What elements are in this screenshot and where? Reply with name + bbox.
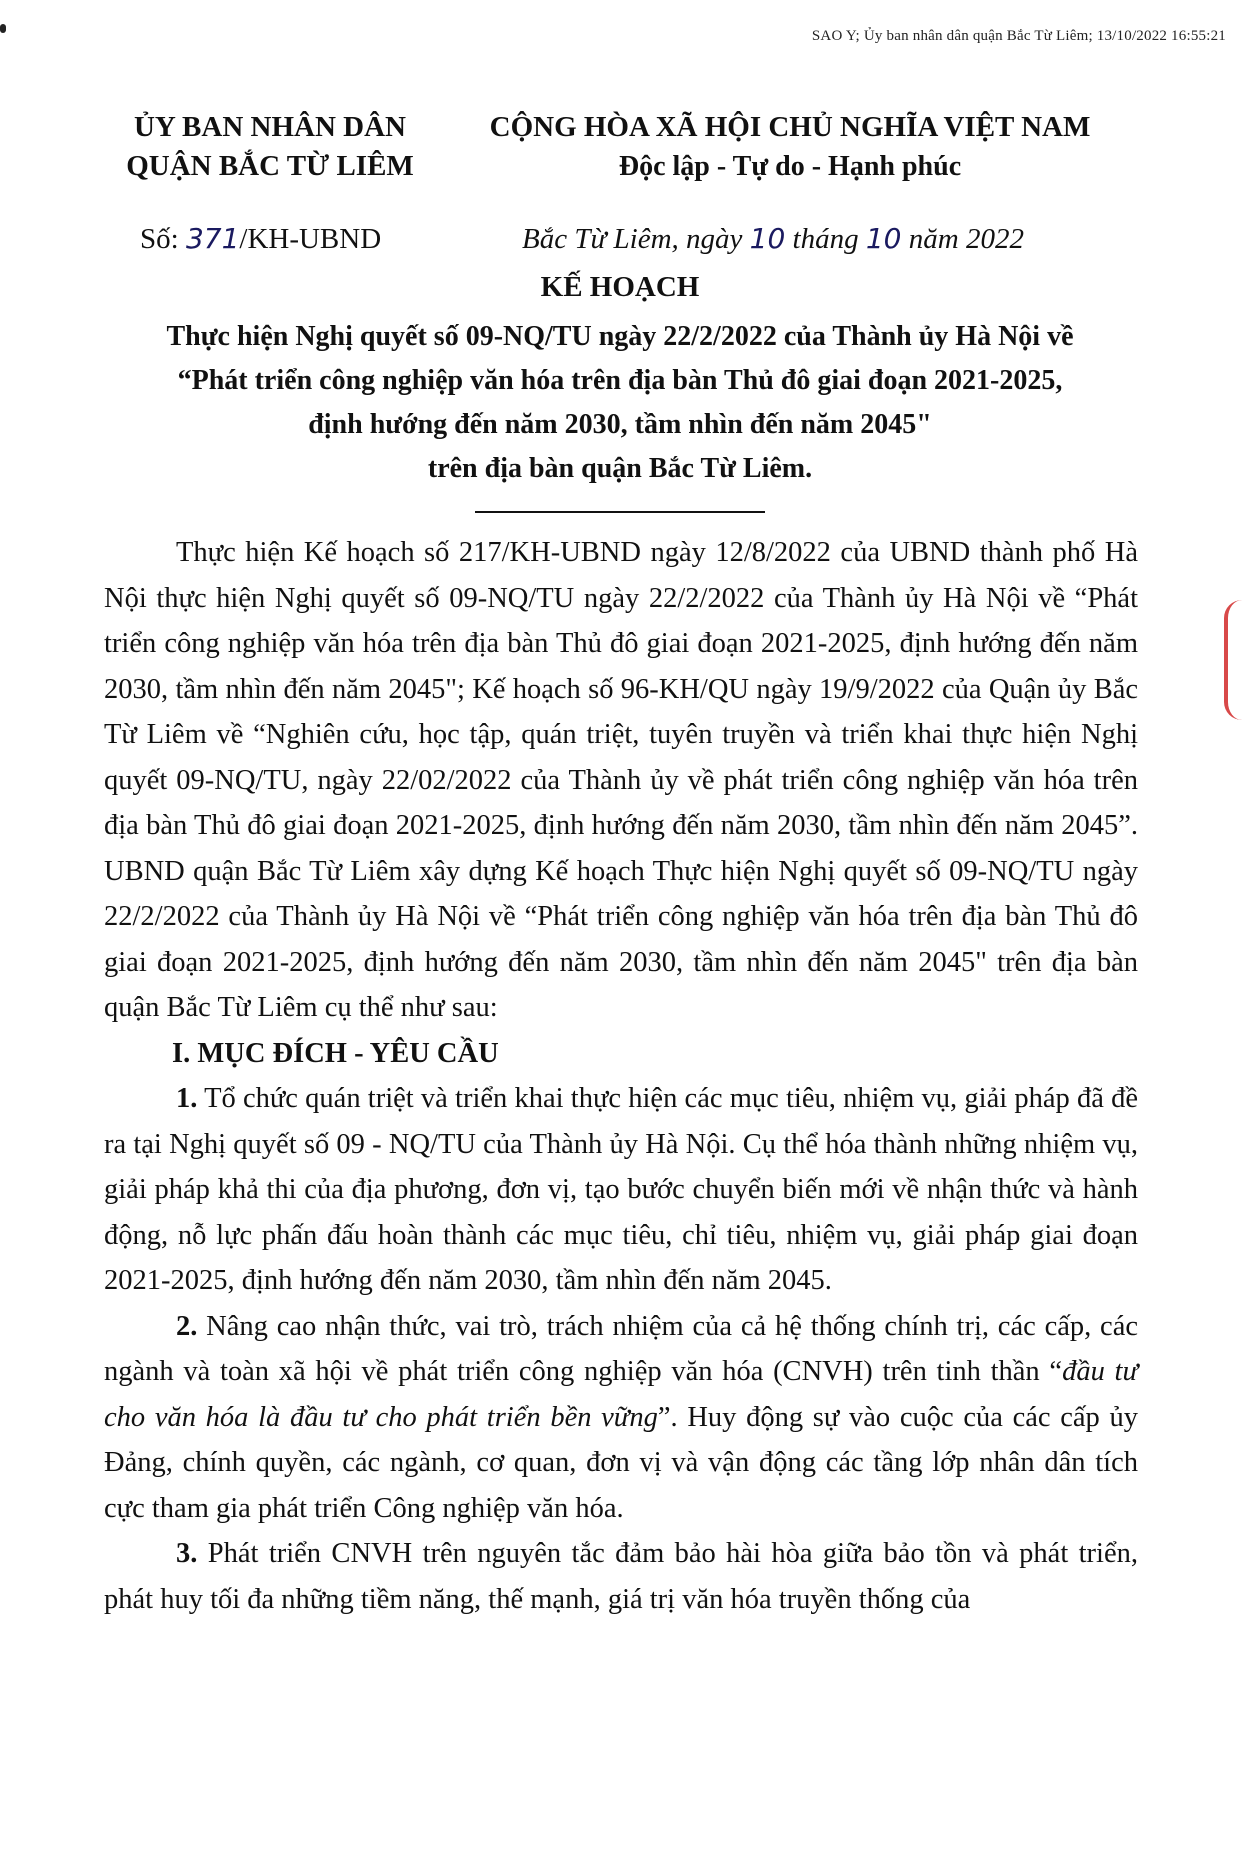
intro-paragraph: Thực hiện Kế hoạch số 217/KH-UBND ngày 12/8/2022 của UBND thành phố Hà Nội thực hiện Nghị quyết số 09-NQ/TU ngày 22/2/2022 của Thành ủy Hà Nội về “Phát triển công nghiệp văn hóa trên địa bàn Thủ đô giai đoạn 2021-2025, định hướng đến năm 2030, tầm nhìn đến năm 2045"; Kế hoạch số 96-KH/QU ngày 19/9/2022 của Quận ủy Bắc Từ Liêm về “Nghiên cứu, học tập, quán triệt, tuyên truyền và triển khai thực hiện Nghị quyết 09-NQ/TU, ngày 22/02/2022 của Thành ủy về phát triển công nghiệp văn hóa trên địa bàn Thủ đô giai đoạn 2021-2025, định hướng đến năm 2030, tầm nhìn đến năm 2045”. UBND quận Bắc Từ Liêm xây dựng Kế hoạch Thực hiện Nghị quyết số 09-NQ/TU ngày 22/2/2022 của Thành ủy Hà Nội về “Phát triển công nghiệp văn hóa trên địa bàn Thủ đô giai đoạn 2021-2025, định hướng đến năm 2030, tầm nhìn đến năm 2045" trên địa bàn quận Bắc Từ Liêm cụ thể như sau: [104, 537, 1138, 1023]
item-3-number: 3. [176, 1538, 198, 1569]
title-line-4: trên địa bàn quận Bắc Từ Liêm. [427, 453, 813, 484]
item-3 [104, 1531, 1138, 1622]
item-1-number: 1. [176, 1083, 198, 1114]
date-place: Bắc Từ Liêm, ngày [522, 223, 750, 255]
item-2-text-after: ”. Huy động sự vào cuộc của các cấp ủy Đảng, chính quyền, các ngành, cơ quan, đơn vị và vận động các tầng lớp nhân dân tích cực tham gia phát triển Công nghiệp văn hóa. [104, 1401, 1138, 1524]
section-heading: I. MỤC ĐÍCH - YÊU CẦU [172, 1037, 499, 1069]
doc-number-prefix: Số: [140, 223, 186, 255]
title-line-2: “Phát triển công nghiệp văn hóa trên địa bàn Thủ đô giai đoạn 2021-2025, [177, 365, 1063, 396]
national-title [465, 108, 1115, 186]
date-day: 10 [749, 222, 786, 255]
issuing-authority [105, 108, 435, 186]
scan-mark [0, 24, 6, 33]
item-2-text-italic: đầu tư cho văn hóa là đầu tư cho phát triển bền vững [104, 1356, 1138, 1433]
doc-number-handwritten: 371 [185, 222, 240, 255]
item-3-text: Phát triển CNVH trên nguyên tắc đảm bảo hài hòa giữa bảo tồn và phát triển, phát huy tối đa những tiềm năng, thế mạnh, giá trị văn hóa truyền thống của [104, 1538, 1138, 1615]
copy-stamp: SAO Y; Ủy ban nhân dân quận Bắc Từ Liêm; 13/10/2022 16:55:21 [811, 28, 1226, 44]
date-month-label: tháng [785, 223, 866, 255]
doc-type: KẾ HOẠCH [540, 271, 700, 303]
national-motto: Độc lập - Tự do - Hạnh phúc [618, 151, 962, 182]
document-number [140, 222, 381, 256]
authority-line-2: QUẬN BẮC TỪ LIÊM [126, 150, 414, 182]
title-line-3: định hướng đến năm 2030, tầm nhìn đến năm 2045" [308, 409, 932, 440]
national-name: CỘNG HÒA XÃ HỘI CHỦ NGHĨA VIỆT NAM [489, 111, 1091, 143]
item-2-number: 2. [176, 1310, 198, 1342]
item-2 [104, 1304, 1138, 1532]
document-date [522, 222, 1024, 256]
title-divider [475, 511, 765, 513]
item-1-text: Tổ chức quán triệt và triển khai thực hiện các mục tiêu, nhiệm vụ, giải pháp đã đề ra tại Nghị quyết số 09 - NQ/TU của Thành ủy Hà Nội. Cụ thể hóa thành những nhiệm vụ, giải pháp khả thi của địa phương, đơn vị, tạo bước chuyển biến mới về nhận thức và hành động, nỗ lực phấn đấu hoàn thành các mục tiêu, chỉ tiêu, nhiệm vụ, giải pháp giai đoạn 2021-2025, định hướng đến năm 2030, tầm nhìn đến năm 2045. [104, 1083, 1138, 1296]
item-2-text-before: Nâng cao nhận thức, vai trò, trách nhiệm của cả hệ thống chính trị, các cấp, các ngành và toàn xã hội về phát triển công nghiệp văn hóa (CNVH) trên tinh thần “ [104, 1310, 1138, 1387]
document-body [104, 530, 1138, 1622]
date-month: 10 [865, 222, 902, 255]
document-title [60, 267, 1180, 513]
item-1 [104, 1076, 1138, 1304]
date-year: năm 2022 [901, 223, 1024, 255]
authority-line-1: ỦY BAN NHÂN DÂN [133, 111, 406, 143]
red-seal-edge [1224, 600, 1242, 720]
doc-number-suffix: /KH-UBND [239, 223, 382, 255]
title-line-1: Thực hiện Nghị quyết số 09-NQ/TU ngày 22/2/2022 của Thành ủy Hà Nội về [166, 321, 1074, 352]
